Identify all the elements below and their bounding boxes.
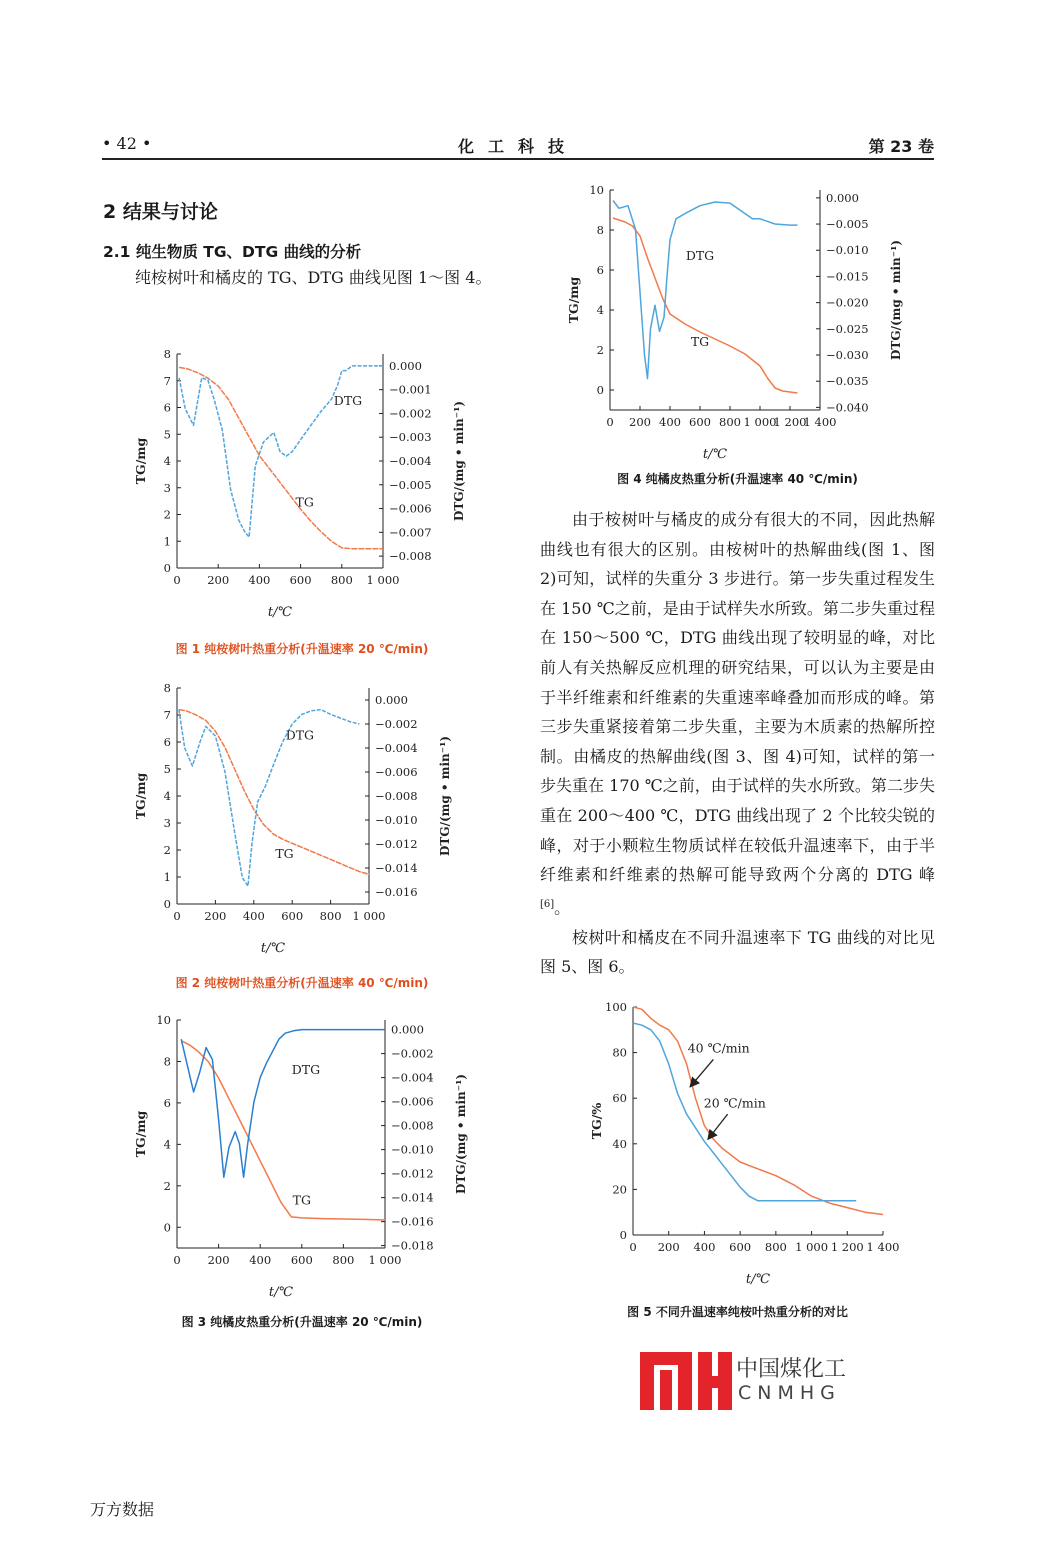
logo-en-text: CNMHG <box>738 1382 841 1404</box>
subsection-title: 2.1 纯生物质 TG、DTG 曲线的分析 <box>103 243 362 261</box>
figure-5-chart <box>565 997 915 1292</box>
page-number: • 42 • <box>102 134 152 153</box>
y-tick-label: 0 <box>163 1220 171 1235</box>
y2-axis-label: DTG/(mg • min⁻¹) <box>454 1073 468 1195</box>
section-title: 2 结果与讨论 <box>103 201 218 223</box>
y2-tick-label: 0.000 <box>826 190 859 205</box>
figure-3-chart <box>125 1010 495 1300</box>
figure-2-chart <box>125 676 495 966</box>
y-tick-label: 8 <box>596 223 604 237</box>
x-tick-label: 400 <box>659 415 681 429</box>
y2-axis-label: DTG/(mg • min⁻¹) <box>452 400 466 522</box>
y-tick-label: 3 <box>163 480 171 495</box>
y-tick-label: 3 <box>163 816 171 830</box>
x-axis-label: t/℃ <box>268 1285 294 1300</box>
series-label: TG <box>295 494 314 510</box>
x-tick-label: 0 <box>173 573 181 587</box>
x-axis-label: t/℃ <box>702 447 728 462</box>
y-tick-label: 8 <box>163 347 171 361</box>
y2-tick-label: −0.014 <box>375 861 418 875</box>
y2-tick-label: −0.010 <box>826 243 869 258</box>
y-tick-label: 2 <box>163 1178 171 1193</box>
x-tick-label: 200 <box>629 415 651 429</box>
y-tick-label: 7 <box>163 708 171 722</box>
y-tick-label: 0 <box>163 897 171 911</box>
x-tick-label: 1 400 <box>866 1240 900 1254</box>
y2-tick-label: −0.003 <box>389 430 432 445</box>
intro-paragraph <box>103 263 498 293</box>
paragraph-2: 桉树叶和橘皮在不同升温速率下 TG 曲线的对比见图 5、图 6。 <box>540 927 935 977</box>
y-axis-label: TG/mg <box>133 1110 148 1158</box>
x-tick-label: 800 <box>332 1253 355 1267</box>
y-tick-label: 0 <box>163 561 171 575</box>
y-tick-label: 4 <box>596 303 604 317</box>
series-line-dtg <box>179 366 383 537</box>
y-axis-label: TG/mg <box>566 276 581 324</box>
figure-1-caption: 图 1 纯桉树叶热重分析(升温速率 20 ℃/min) <box>175 642 429 656</box>
y-tick-label: 2 <box>163 843 171 857</box>
y-tick-label: 100 <box>605 1000 627 1014</box>
x-tick-label: 600 <box>689 415 711 429</box>
y-tick-label: 2 <box>163 507 171 522</box>
page-header <box>102 130 934 160</box>
y2-axis-label: DTG/(mg • min⁻¹) <box>438 735 452 857</box>
x-tick-label: 0 <box>629 1240 637 1254</box>
figure-1-chart <box>125 340 495 630</box>
discussion-paragraphs <box>540 505 935 982</box>
y-tick-label: 4 <box>163 789 171 803</box>
x-tick-label: 800 <box>330 573 353 587</box>
arrow-20 <box>708 1114 728 1139</box>
series-label: DTG <box>285 727 315 743</box>
x-tick-label: 600 <box>290 1253 313 1267</box>
x-tick-label: 400 <box>693 1240 716 1254</box>
x-tick-label: 1 000 <box>366 573 400 587</box>
series-label: TG <box>690 334 710 349</box>
y-tick-label: 5 <box>163 762 171 776</box>
y2-tick-label: −0.002 <box>375 717 418 731</box>
x-tick-label: 1 000 <box>368 1253 402 1267</box>
cnmhg-logo-mark <box>640 1352 732 1412</box>
y2-tick-label: −0.030 <box>826 348 869 362</box>
y-tick-label: 2 <box>596 343 604 357</box>
cnmhg-logo <box>640 1352 850 1412</box>
x-tick-label: 1 000 <box>743 415 777 429</box>
series-label: TG <box>292 1192 311 1208</box>
series-line-dtg <box>181 1030 385 1178</box>
series-line-dtg <box>613 201 798 379</box>
y-tick-label: 8 <box>163 681 171 695</box>
paragraph-1-text: 由于桉树叶与橘皮的成分有很大的不同，因此热解曲线也有很大的区别。由桉树叶的热解曲线(图 1、图 2)可知，试样的失重分 3 步进行。第一步失重过程发生在 150 ℃之前，是由于试样失水所致。第二步失重过程在 150～500 ℃，DTG 曲线出现了较明显的峰，对比前人有关热解反应机理的研究结果，可以认为主要是由于半纤维素和纤维素的失重速率峰叠加而形成的峰。第三步失重紧接着第二步失重，主要为木质素的热解所控制。由橘皮的热解曲线(图 3、图 4)可知，试样的第一步失重在 170 ℃之前，由于试样的失水所致。第二步失重在 200～400 ℃，DTG 曲线出现了 2 个比较尖锐的峰，对于小颗粒生物质试样在较低升温速率下，由于半纤维素和纤维素的热解可能导致两个分离的 DTG 峰 <box>540 510 935 885</box>
y2-tick-label: −0.012 <box>375 837 418 851</box>
y-tick-label: 40 <box>612 1136 627 1151</box>
y2-tick-label: −0.008 <box>391 1118 434 1133</box>
y-tick-label: 10 <box>156 1013 171 1027</box>
figure-3-caption: 图 3 纯橘皮热重分析(升温速率 20 ℃/min) <box>181 1315 423 1329</box>
x-tick-label: 800 <box>719 415 741 429</box>
y2-tick-label: −0.008 <box>375 789 418 803</box>
x-tick-label: 600 <box>729 1240 752 1254</box>
y2-tick-label: −0.004 <box>391 1070 434 1085</box>
x-tick-label: 600 <box>281 909 304 923</box>
x-tick-label: 400 <box>249 1253 272 1267</box>
x-axis-label: t/℃ <box>745 1272 771 1287</box>
intro-text: 纯桉树叶和橘皮的 TG、DTG 曲线见图 1～图 4。 <box>135 268 492 287</box>
series-label: TG <box>275 846 294 862</box>
series-line-tg <box>181 1041 385 1220</box>
y-tick-label: 10 <box>589 183 604 197</box>
y2-tick-label: −0.016 <box>391 1214 434 1229</box>
y-axis-label: TG/mg <box>133 437 148 485</box>
y-tick-label: 60 <box>612 1091 627 1106</box>
x-tick-label: 200 <box>207 1253 230 1267</box>
y-tick-label: 6 <box>163 400 171 415</box>
x-tick-label: 400 <box>248 573 271 587</box>
series-line-tg <box>179 710 369 875</box>
x-tick-label: 1 000 <box>352 909 386 923</box>
y2-tick-label: −0.006 <box>375 765 418 779</box>
x-tick-label: 1 200 <box>830 1240 864 1254</box>
y-tick-label: 6 <box>163 1095 171 1110</box>
y2-tick-label: −0.035 <box>826 374 869 389</box>
paragraph-1 <box>540 505 935 923</box>
y-tick-label: 1 <box>163 870 171 884</box>
y2-tick-label: −0.004 <box>375 741 418 755</box>
y2-tick-label: 0.000 <box>389 358 422 373</box>
volume-label: 第 23 卷 <box>868 137 934 156</box>
paragraph-1-end: 。 <box>554 898 571 918</box>
y2-tick-label: −0.014 <box>391 1190 434 1205</box>
x-axis-label: t/℃ <box>267 605 293 620</box>
series-label: 20 ℃/min <box>703 1095 766 1111</box>
x-tick-label: 0 <box>606 415 614 429</box>
y2-tick-label: −0.008 <box>389 549 432 564</box>
x-tick-label: 1 000 <box>795 1240 829 1254</box>
y2-tick-label: −0.020 <box>826 295 869 310</box>
series-label: DTG <box>291 1061 321 1077</box>
y2-tick-label: −0.005 <box>826 217 869 232</box>
y2-tick-label: −0.002 <box>389 406 432 421</box>
arrow-40 <box>690 1059 713 1086</box>
x-axis-label: t/℃ <box>260 941 286 956</box>
y2-tick-label: −0.012 <box>391 1166 434 1181</box>
x-tick-label: 1 200 <box>773 415 807 429</box>
y2-tick-label: −0.010 <box>375 813 418 827</box>
y-tick-label: 5 <box>163 427 171 442</box>
x-tick-label: 800 <box>319 909 342 923</box>
figure-5-caption: 图 5 不同升温速率纯桉叶热重分析的对比 <box>627 1305 848 1319</box>
series-label: 40 ℃/min <box>687 1040 750 1056</box>
y-tick-label: 80 <box>612 1045 627 1060</box>
y2-tick-label: −0.006 <box>391 1094 434 1109</box>
y2-tick-label: −0.015 <box>826 269 869 284</box>
y-tick-label: 4 <box>163 1137 171 1152</box>
x-tick-label: 200 <box>657 1240 680 1254</box>
journal-title: 化工科技 <box>457 137 578 156</box>
y2-tick-label: −0.001 <box>389 382 432 397</box>
figure-2-caption: 图 2 纯桉树叶热重分析(升温速率 40 ℃/min) <box>175 976 429 990</box>
y2-tick-label: 0.000 <box>391 1022 424 1037</box>
series-line-40min <box>633 1007 883 1215</box>
y-axis-label: TG/% <box>589 1102 604 1140</box>
citation-6: [6] <box>540 898 555 910</box>
y-tick-label: 7 <box>163 373 171 388</box>
x-tick-label: 1 400 <box>803 415 837 429</box>
y2-tick-label: −0.040 <box>826 400 869 415</box>
header-rule <box>102 158 934 160</box>
x-tick-label: 400 <box>242 909 265 923</box>
x-tick-label: 600 <box>289 573 312 587</box>
y2-tick-label: −0.002 <box>391 1046 434 1061</box>
y2-tick-label: −0.025 <box>826 321 869 336</box>
y2-axis-label: DTG/(mg • min⁻¹) <box>889 239 903 361</box>
y2-tick-label: −0.016 <box>375 885 418 899</box>
y-tick-label: 1 <box>163 534 171 549</box>
x-tick-label: 0 <box>173 909 181 923</box>
y2-tick-label: −0.005 <box>389 477 432 492</box>
y-axis-label: TG/mg <box>133 772 148 820</box>
figure-4-caption: 图 4 纯橘皮热重分析(升温速率 40 ℃/min) <box>617 472 858 486</box>
y-tick-label: 6 <box>163 735 171 749</box>
x-tick-label: 0 <box>173 1253 181 1267</box>
y-tick-label: 0 <box>619 1228 627 1242</box>
series-label: DTG <box>333 392 363 408</box>
y2-tick-label: −0.018 <box>391 1238 434 1253</box>
figure-4-chart <box>560 180 930 462</box>
x-tick-label: 200 <box>207 573 230 587</box>
y2-tick-label: −0.010 <box>391 1142 434 1157</box>
y2-tick-label: −0.006 <box>389 501 432 516</box>
footer-source: 万方数据 <box>90 1500 155 1519</box>
y-tick-label: 0 <box>596 383 604 397</box>
logo-cn-text: 中国煤化工 <box>736 1357 847 1382</box>
y-tick-label: 6 <box>596 263 604 277</box>
x-tick-label: 200 <box>204 909 227 923</box>
x-tick-label: 800 <box>764 1240 787 1254</box>
y-tick-label: 4 <box>163 454 171 468</box>
y2-tick-label: −0.007 <box>389 525 432 540</box>
y2-tick-label: 0.000 <box>375 693 408 707</box>
series-label: DTG <box>685 248 715 263</box>
y-tick-label: 20 <box>612 1182 627 1197</box>
y2-tick-label: −0.004 <box>389 454 432 468</box>
y-tick-label: 8 <box>163 1054 171 1069</box>
